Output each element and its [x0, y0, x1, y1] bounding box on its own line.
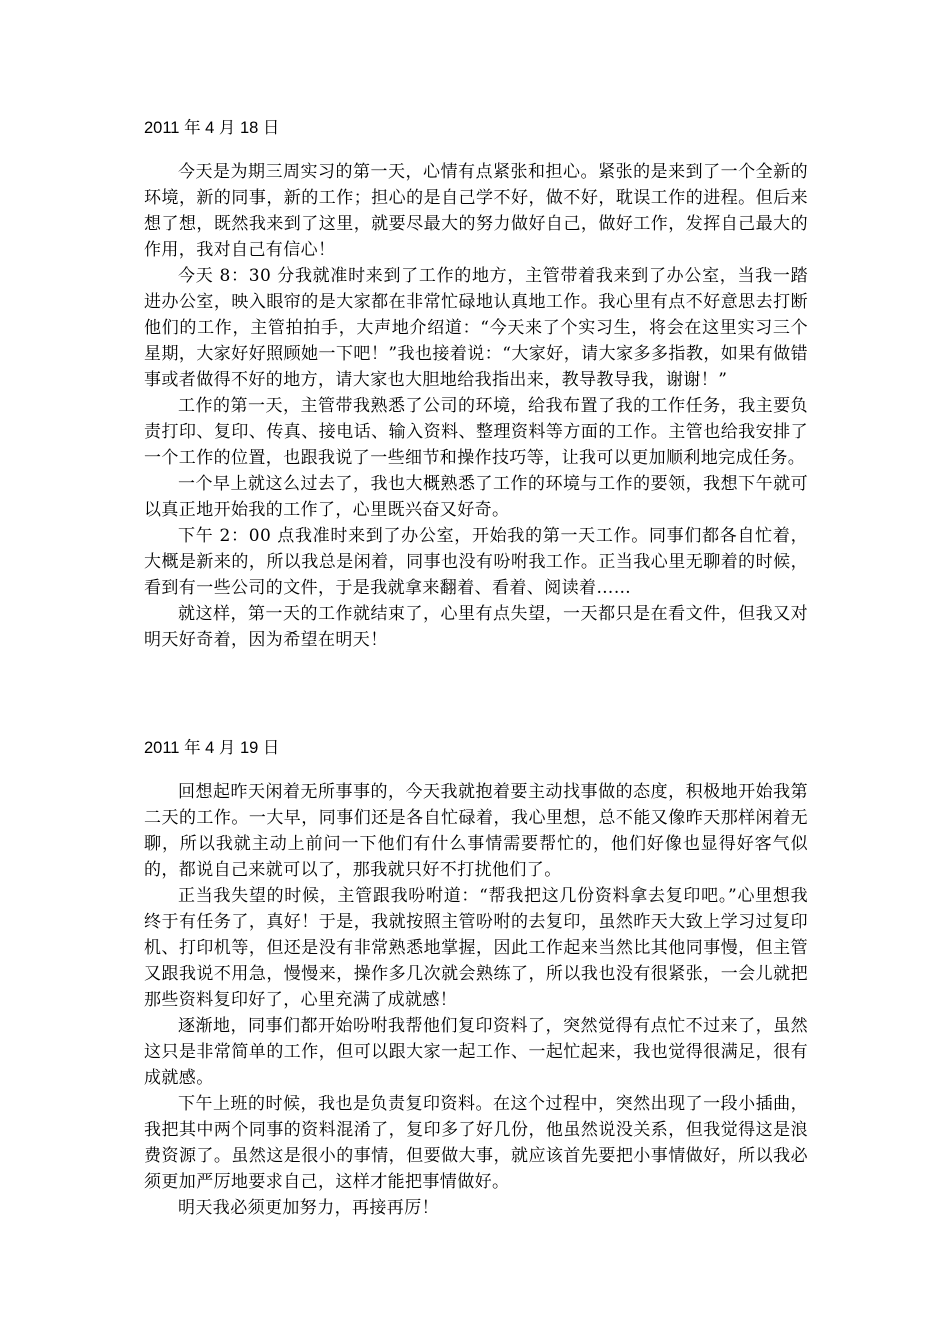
paragraph: 正当我失望的时候，主管跟我吩咐道：“帮我把这几份资料拿去复印吧。”心里想我终于有任务了，真好！于是，我就按照主管吩咐的去复印，虽然昨天大致上学习过复印机、打印机等，但还是没有非常熟悉地掌握，因此工作起来当然比其他同事慢，但主管又跟我说不用急，慢慢来，操作多几次就会熟练了，所以我也没有很紧张，一会儿就把那些资料复印好了，心里充满了成就感！ [144, 886, 808, 1010]
entry-date: 2011 年 4 月 18 日 [144, 119, 280, 137]
paragraph: 工作的第一天，主管带我熟悉了公司的环境，给我布置了我的工作任务，我主要负责打印、复印、传真、接电话、输入资料、整理资料等方面的工作。主管也给我安排了一个工作的位置，也跟我说了一些细节和操作技巧等，让我可以更加顺利地完成任务。 [144, 396, 808, 468]
paragraph: 就这样，第一天的工作就结束了，心里有点失望，一天都只是在看文件，但我又对明天好奇着，因为希望在明天！ [144, 604, 808, 650]
paragraph: 回想起昨天闲着无所事事的，今天我就抱着要主动找事做的态度，积极地开始我第二天的工作。一大早，同事们还是各自忙碌着，我心里想，总不能又像昨天那样闲着无聊，所以我就主动上前问一下他们有什么事情需要帮忙的，他们好像也显得好客气似的，都说自己来就可以了，那我就只好不打扰他们了。 [144, 782, 808, 880]
paragraph: 今天 8：30 分我就准时来到了工作的地方，主管带着我来到了办公室，当我一踏进办公室，映入眼帘的是大家都在非常忙碌地认真地工作。我心里有点不好意思去打断他们的工作，主管拍拍手，大声地介绍道：“今天来了个实习生，将会在这里实习三个星期，大家好好照顾她一下吧！”我也接着说：“大家好，请大家多多指教，如果有做错事或者做得不好的地方，请大家也大胆地给我指出来，教导教导我，谢谢！” [144, 266, 808, 390]
paragraph: 逐渐地，同事们都开始吩咐我帮他们复印资料了，突然觉得有点忙不过来了，虽然这只是非常简单的工作，但可以跟大家一起工作、一起忙起来，我也觉得很满足，很有成就感。 [144, 1016, 808, 1088]
diary-entry-2011-04-18 [144, 117, 808, 653]
diary-entry-2011-04-19 [144, 737, 808, 1221]
paragraph: 一个早上就这么过去了，我也大概熟悉了工作的环境与工作的要领，我想下午就可以真正地开始我的工作了，心里既兴奋又好奇。 [144, 474, 808, 520]
paragraph: 下午 2：00 点我准时来到了办公室，开始我的第一天工作。同事们都各自忙着，大概是新来的，所以我总是闲着，同事也没有吩咐我工作。正当我心里无聊着的时候，看到有一些公司的文件，于是我就拿来翻着、看着、阅读着…… [144, 526, 808, 598]
paragraph: 今天是为期三周实习的第一天，心情有点紧张和担心。紧张的是来到了一个全新的环境，新的同事，新的工作；担心的是自己学不好，做不好，耽误工作的进程。但后来想了想，既然我来到了这里，就要尽最大的努力做好自己，做好工作，发挥自己最大的作用，我对自己有信心！ [144, 162, 808, 260]
entry-date: 2011 年 4 月 19 日 [144, 739, 280, 757]
paragraph: 下午上班的时候，我也是负责复印资料。在这个过程中，突然出现了一段小插曲，我把其中两个同事的资料混淆了，复印多了好几份，他虽然说没关系，但我觉得这是浪费资源了。虽然这是很小的事情，但要做大事，就应该首先要把小事情做好，所以我必须更加严厉地要求自己，这样才能把事情做好。 [144, 1094, 808, 1192]
paragraph: 明天我必须更加努力，再接再厉！ [178, 1198, 439, 1218]
